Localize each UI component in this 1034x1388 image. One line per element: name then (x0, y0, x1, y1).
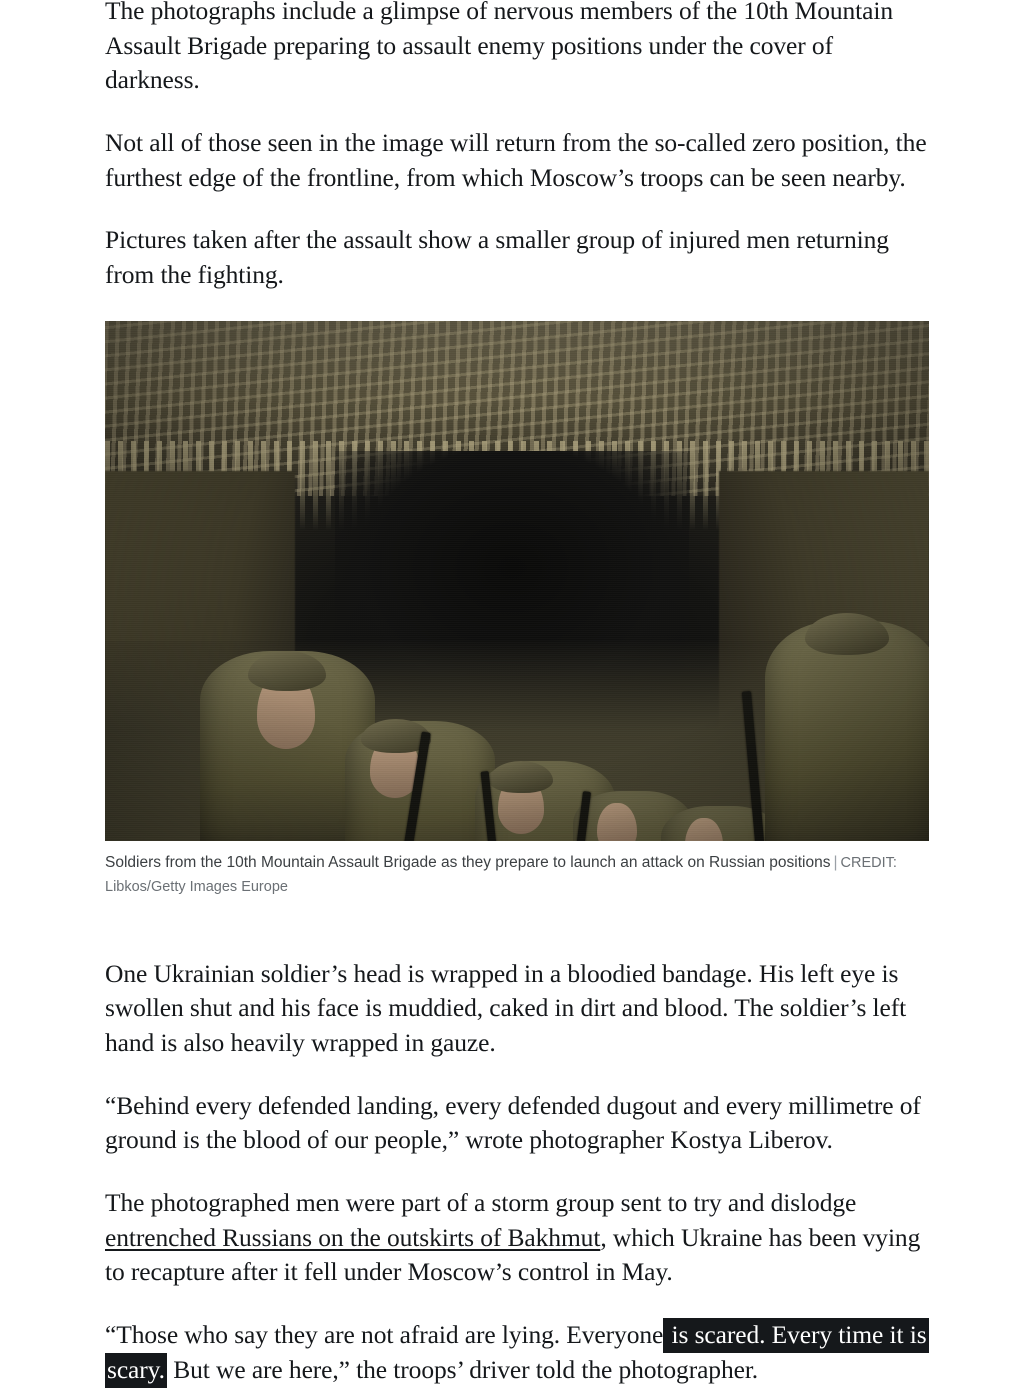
paragraph-5: “Behind every defended landing, every defended dugout and every millimetre of ground is the blood of our people,” wrote photographer Kostya Liberov. (105, 1090, 921, 1155)
paragraph-with-link (105, 1186, 929, 1290)
caption-text: Soldiers from the 10th Mountain Assault Brigade as they prepare to launch an attack on Russian positions (105, 853, 831, 871)
paragraph-3: Pictures taken after the assault show a smaller group of injured men returning from the fighting. (105, 225, 889, 290)
caption-credit-label: CREDIT: (840, 854, 897, 871)
paragraph-1: The photographs include a glimpse of nervous members of the 10th Mountain Assault Brigade preparing to assault enemy positions under the cover of darkness. (105, 0, 893, 95)
highlight-before-text: “Those who say they are not afraid are lying. Everyone (105, 1320, 664, 1350)
highlight-after-text: But we are here,” the troops’ driver told the photographer. (166, 1354, 759, 1384)
caption-separator: | (833, 853, 838, 871)
photo-grain (105, 321, 929, 841)
figure-spacer (105, 899, 929, 957)
paragraph-with-highlight (105, 1318, 929, 1387)
figure-caption (105, 851, 929, 899)
paragraph-link-after: , which Ukraine has been vying to recapture after it fell under Moscow’s control in May. (105, 1222, 921, 1287)
figure-image (105, 321, 929, 841)
highlighted-selection[interactable]: is scared. Every time it is scary. (105, 1318, 929, 1388)
paragraph-link-before: The photographed men were part of a storm group sent to try and dislodge (105, 1188, 857, 1218)
article-figure (105, 321, 929, 899)
caption-credit-value: Libkos/Getty Images Europe (105, 878, 288, 895)
paragraph-2: Not all of those seen in the image will return from the so-called zero position, the furthest edge of the frontline, from which Moscow’s troops can be seen nearby. (105, 128, 927, 192)
paragraph-4: One Ukrainian soldier’s head is wrapped in a bloodied bandage. His left eye is swollen shut and his face is muddied, caked in dirt and blood. The soldier’s left hand is also heavily wrapped in gauze. (105, 958, 907, 1058)
bakhmut-link[interactable]: entrenched Russians on the outskirts of Bakhmut (105, 1222, 601, 1252)
